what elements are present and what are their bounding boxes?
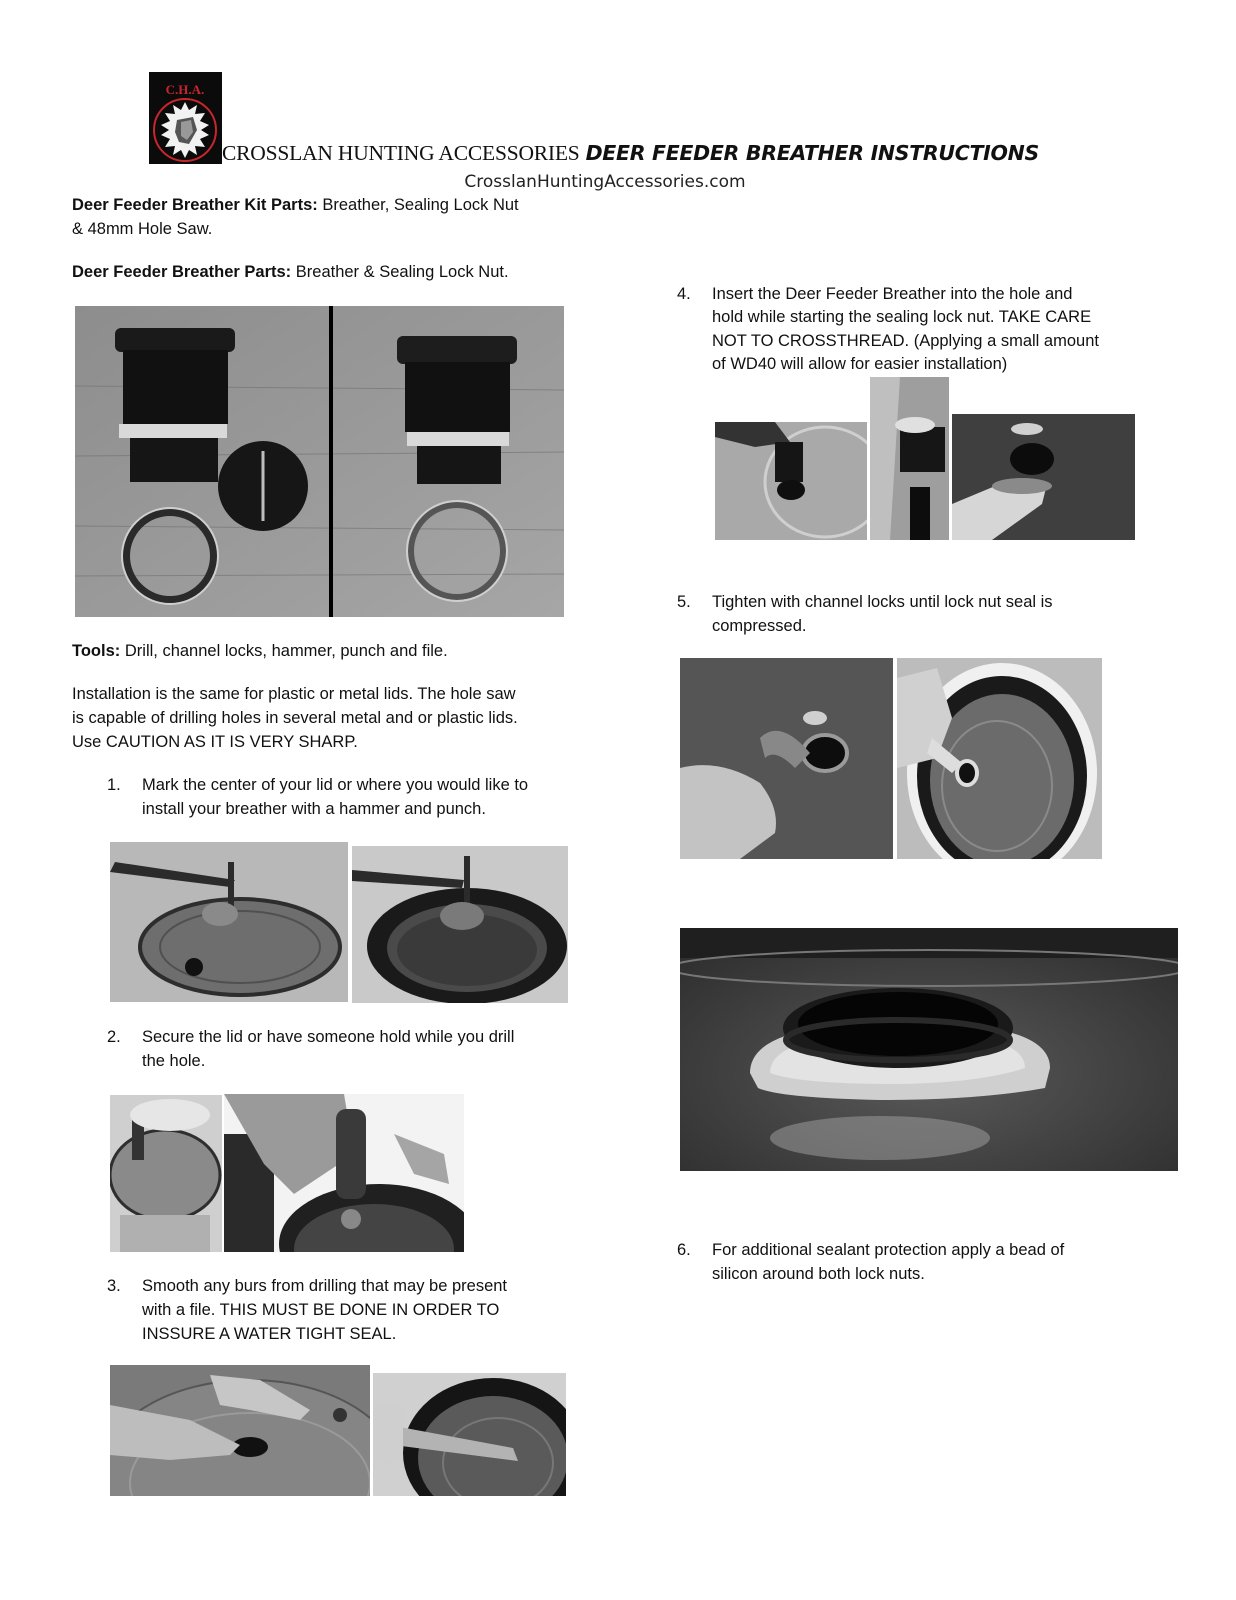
step-number: 5. [677, 593, 691, 611]
step5-photo-tighten [897, 658, 1102, 859]
step4-image-b [870, 377, 949, 540]
install-caution: Use CAUTION AS IT IS VERY SHARP. [72, 733, 358, 751]
step1-photo-metal-lid [110, 842, 348, 1002]
parts-label: Deer Feeder Breather Parts: [72, 263, 292, 281]
step-text-line: hold while starting the sealing lock nut. TAKE CARE [712, 308, 1092, 326]
step-text-line: INSSURE A WATER TIGHT SEAL. [142, 1325, 397, 1343]
parts-line [72, 260, 509, 284]
step2-photo-drilling [224, 1094, 464, 1252]
step-number: 1. [107, 776, 121, 794]
step-number: 3. [107, 1277, 121, 1295]
step3-photo-metal-lid [110, 1365, 370, 1496]
logo-emblem-icon [149, 72, 222, 164]
step-text-line: the hole. [142, 1052, 206, 1070]
step2-image-a [110, 1095, 222, 1252]
parts-image [75, 306, 564, 617]
document-title [222, 140, 1039, 166]
step1-image-b [352, 846, 568, 1003]
step3-photo-plastic-lid [373, 1373, 566, 1496]
kit-parts-label: Deer Feeder Breather Kit Parts: [72, 196, 318, 214]
svg-text:C.H.A.: C.H.A. [165, 82, 205, 97]
tools-label: Tools: [72, 642, 121, 660]
install-note-line-2: is capable of drilling holes in several metal and or plastic lids. [72, 709, 518, 727]
step-text-line: of WD40 will allow for easier installation) [712, 355, 1008, 373]
step-text-line: compressed. [712, 617, 807, 635]
company-name: CROSSLAN HUNTING ACCESSORIES [222, 141, 580, 165]
step-text-line: install your breather with a hammer and punch. [142, 800, 486, 818]
install-note-line-1: Installation is the same for plastic or metal lids. The hole saw [72, 685, 516, 703]
step4-photo-locknut [952, 414, 1135, 540]
step-text-line: NOT TO CROSSTHREAD. (Applying a small amount [712, 332, 1099, 350]
step5-image-b [897, 658, 1102, 859]
step1-image-a [110, 842, 348, 1002]
step5-image-a [680, 658, 893, 859]
step-text-line: Tighten with channel locks until lock nut seal is [712, 593, 1053, 611]
step-text-line: silicon around both lock nuts. [712, 1265, 925, 1283]
step-text-line: Insert the Deer Feeder Breather into the hole and [712, 285, 1073, 303]
step2-photo-barrel [110, 1095, 222, 1252]
website-url: CrosslanHuntingAccessories.com [464, 172, 746, 192]
step4-image-a [715, 422, 867, 540]
step-text-line: with a file. THIS MUST BE DONE IN ORDER TO [142, 1301, 500, 1319]
final-image [680, 928, 1178, 1171]
kit-parts-line [72, 193, 519, 217]
step-text-line: Secure the lid or have someone hold while you drill [142, 1028, 515, 1046]
step4-photo-hold [870, 377, 949, 540]
instructions-title: DEER FEEDER BREATHER INSTRUCTIONS [585, 141, 1039, 165]
step-number: 2. [107, 1028, 121, 1046]
step4-photo-insert [715, 422, 867, 540]
installed-breather-photo [680, 928, 1178, 1171]
tools-line [72, 639, 448, 663]
parts-value: Breather & Sealing Lock Nut. [291, 263, 509, 281]
step-number: 4. [677, 285, 691, 303]
kit-parts-continued: & 48mm Hole Saw. [72, 220, 213, 238]
company-logo [149, 72, 222, 164]
step-text-line: Smooth any burs from drilling that may be present [142, 1277, 508, 1295]
step-text-line: For additional sealant protection apply a bead of [712, 1241, 1065, 1259]
step3-image-b [373, 1373, 566, 1496]
step3-image-a [110, 1365, 370, 1496]
step4-image-c [952, 414, 1135, 540]
step5-photo-channel-locks [680, 658, 893, 859]
parts-photo [75, 306, 564, 617]
step-text-line: Mark the center of your lid or where you would like to [142, 776, 529, 794]
tools-value: Drill, channel locks, hammer, punch and file. [120, 642, 448, 660]
step1-photo-plastic-lid [352, 846, 568, 1003]
step2-image-b [224, 1094, 464, 1252]
step-number: 6. [677, 1241, 691, 1259]
kit-parts-value: Breather, Sealing Lock Nut [317, 196, 519, 214]
